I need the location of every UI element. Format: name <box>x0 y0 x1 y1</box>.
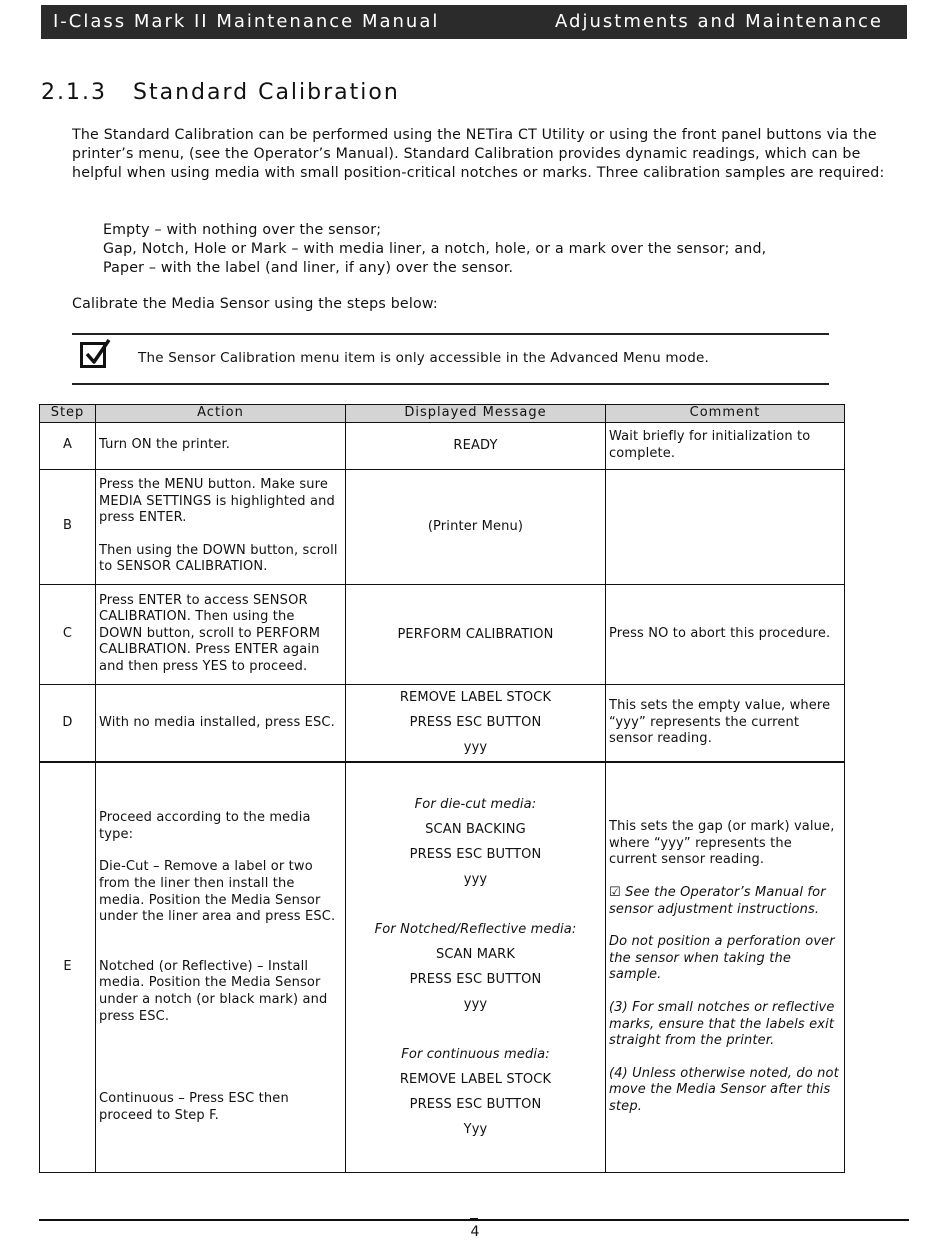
action-cell <box>96 422 346 469</box>
comment-cell <box>606 422 845 469</box>
step-cell: E <box>40 762 96 1172</box>
message-line: yyy <box>463 997 488 1013</box>
comment-cell <box>606 684 845 762</box>
message-line: PRESS ESC BUTTON <box>409 715 542 731</box>
message-cell <box>346 584 606 684</box>
page-header <box>41 5 907 39</box>
action-text: With no media installed, press ESC. <box>99 714 335 730</box>
message-line: (Printer Menu) <box>427 519 524 535</box>
comment-text: Wait briefly for initialization to complete. <box>609 429 811 461</box>
message-line: PERFORM CALIBRATION <box>397 626 554 642</box>
message-cell <box>346 469 606 584</box>
requirement-item: Paper – with the label (and liner, if any) over the sensor. <box>103 260 514 276</box>
table-header-row <box>40 405 845 423</box>
message-line: yyy <box>463 740 488 756</box>
action-text: Die-Cut – Remove a label or two from the liner then install the media. Position the Media Sensor under the liner area and press ESC. <box>99 859 336 925</box>
comment-cell <box>606 469 845 584</box>
message-line: yyy <box>463 872 488 888</box>
manual-title: I-Class Mark II Maintenance Manual <box>53 11 440 32</box>
action-text: Then using the DOWN button, scroll to SENSOR CALIBRATION. <box>99 542 338 575</box>
message-line: Yyy <box>463 1122 488 1138</box>
action-cell <box>96 762 346 1172</box>
page-number: 4 <box>470 1224 480 1240</box>
message-cell <box>346 762 606 1172</box>
message-heading: For Notched/Reflective media: <box>374 922 577 938</box>
intro-paragraph: The Standard Calibration can be performed using the NETira CT Utility or using the front panel buttons via the printer’s menu, (see the Operator’s Manual). Standard Calibration provides dynamic readings, which can be helpful when using media with small position-critical notches or marks. Three calibration samples are required: <box>72 127 885 181</box>
column-header: Comment <box>606 405 845 423</box>
step-cell: A <box>40 422 96 469</box>
action-text: Turn ON the printer. <box>99 437 231 453</box>
message-line: REMOVE LABEL STOCK <box>399 1072 552 1088</box>
action-text: Press ENTER to access SENSOR CALIBRATION. Then using the DOWN button, scroll to PERFORM CALIBRATION. Press ENTER again and then press YES to proceed. <box>99 592 321 674</box>
comment-cell <box>606 762 845 1172</box>
note-text: The Sensor Calibration menu item is only accessible in the Advanced Menu mode. <box>138 350 709 366</box>
action-cell <box>96 469 346 584</box>
message-line: PRESS ESC BUTTON <box>409 1097 542 1113</box>
action-text: Notched (or Reflective) – Install media. Position the Media Sensor under a notch (or black mark) and press ESC. <box>99 958 328 1024</box>
action-cell <box>96 684 346 762</box>
section-number: 2.1.3 <box>41 80 107 105</box>
action-text: Press the MENU button. Make sure MEDIA SETTINGS is highlighted and press ENTER. <box>99 477 335 526</box>
comment-text: Press NO to abort this procedure. <box>609 625 831 641</box>
comment-text: Do not position a perforation over the sensor when taking the sample. <box>609 934 835 983</box>
step-cell: C <box>40 584 96 684</box>
comment-text: ☑ See the Operator’s Manual for sensor adjustment instructions. <box>609 884 826 917</box>
checkbox-check-icon <box>80 342 106 368</box>
footer-tick <box>470 1218 478 1220</box>
table-row <box>40 422 845 469</box>
message-line: REMOVE LABEL STOCK <box>399 690 552 706</box>
message-line: SCAN BACKING <box>425 822 526 838</box>
calibration-steps-table <box>39 404 845 1173</box>
action-text: Continuous – Press ESC then proceed to Step F. <box>99 1091 289 1123</box>
column-header: Action <box>96 405 346 423</box>
chapter-title: Adjustments and Maintenance <box>555 11 883 32</box>
message-heading: For die-cut media: <box>414 797 537 813</box>
message-line: PRESS ESC BUTTON <box>409 972 542 988</box>
comment-text: (3) For small notches or reflective marks, ensure that the labels exit straight from the printer. <box>609 999 835 1049</box>
steps-intro: Calibrate the Media Sensor using the steps below: <box>72 296 438 312</box>
section-title: Standard Calibration <box>133 80 400 105</box>
requirement-item: Empty – with nothing over the sensor; <box>103 222 382 238</box>
message-line: READY <box>453 438 498 454</box>
table-row <box>40 584 845 684</box>
comment-text: This sets the empty value, where “yyy” represents the current sensor reading. <box>609 697 831 747</box>
action-cell <box>96 584 346 684</box>
column-header: Displayed Message <box>346 405 606 423</box>
message-heading: For continuous media: <box>401 1047 550 1063</box>
message-line: SCAN MARK <box>435 947 516 963</box>
comment-text: (4) Unless otherwise noted, do not move the Media Sensor after this step. <box>609 1065 839 1114</box>
comment-cell <box>606 584 845 684</box>
table-row <box>40 684 845 762</box>
table-row <box>40 762 845 1172</box>
requirements-list <box>103 221 903 278</box>
requirement-item: Gap, Notch, Hole or Mark – with media liner, a notch, hole, or a mark over the sensor; and, <box>103 241 767 257</box>
note-top-divider <box>72 333 829 335</box>
section-heading <box>41 80 400 105</box>
action-text: Proceed according to the media type: <box>99 810 311 842</box>
step-cell: B <box>40 469 96 584</box>
message-cell <box>346 422 606 469</box>
message-line: PRESS ESC BUTTON <box>409 847 542 863</box>
comment-text: This sets the gap (or mark) value, where “yyy” represents the current sensor reading. <box>609 819 835 868</box>
step-cell: D <box>40 684 96 762</box>
note-bottom-divider <box>72 383 829 385</box>
column-header: Step <box>40 405 96 423</box>
table-row <box>40 469 845 584</box>
message-cell <box>346 684 606 762</box>
